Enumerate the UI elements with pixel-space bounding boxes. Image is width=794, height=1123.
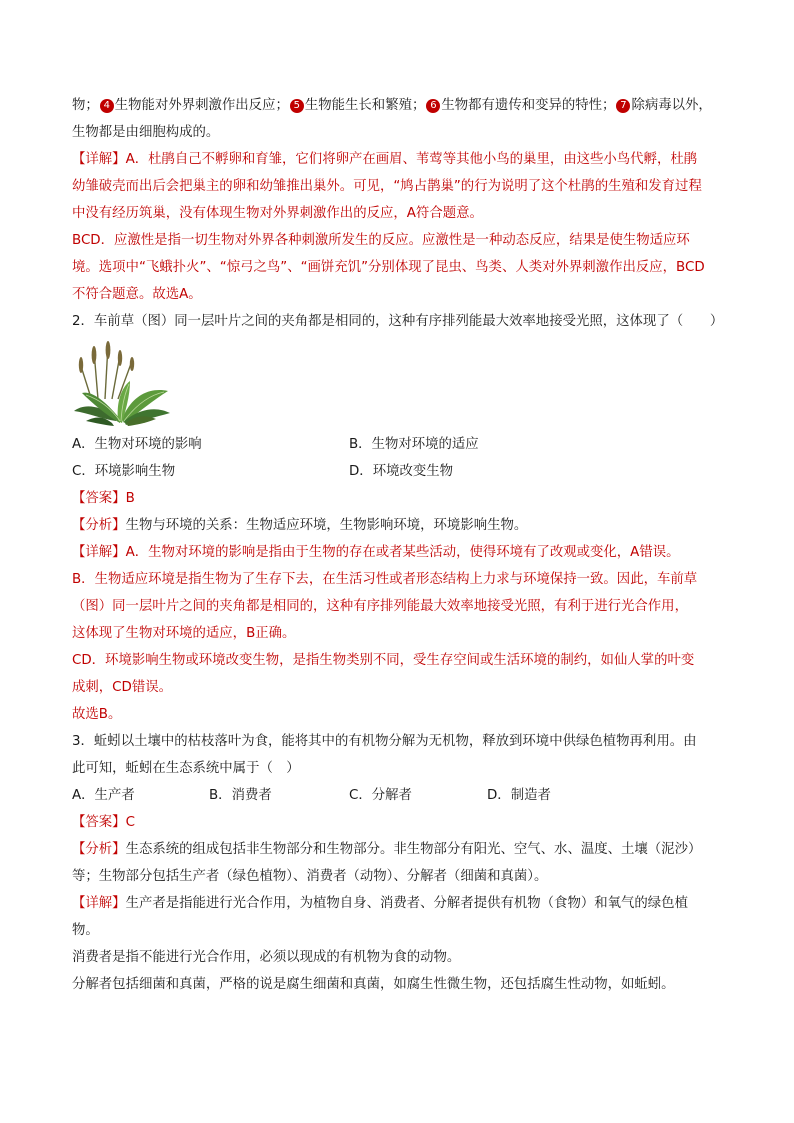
circle-number-6: 6 xyxy=(426,99,440,113)
q1-bcd-line: BCD．应激性是指一切生物对外界各种刺激所发生的反应。应激性是一种动态反应，结果是使生物适应环 xyxy=(72,233,690,248)
plantain-image xyxy=(72,341,172,427)
option-b: B．生物对环境的适应 xyxy=(349,437,479,452)
option-d: D．制造者 xyxy=(487,788,551,803)
q3-analysis xyxy=(72,836,727,863)
intro-text: 物； xyxy=(72,98,99,113)
q2-detail-line: 成刺，CD错误。 xyxy=(72,680,173,695)
q3-detail-line: 消费者是指不能进行光合作用，必须以现成的有机物为食的动物。 xyxy=(72,950,461,965)
answer-label: 【答案】 xyxy=(72,491,126,506)
q3-detail-line: 分解者包括细菌和真菌，严格的说是腐生细菌和真菌，如腐生性微生物，还包括腐生性动物，如蚯蚓。 xyxy=(72,977,675,992)
q3-detail-line: 物。 xyxy=(72,923,99,938)
q2-detail xyxy=(72,539,727,566)
q1-bcd-line: 不符合题意。故选A。 xyxy=(72,287,202,302)
q2-detail-line: CD．环境影响生物或环境改变生物，是指生物类别不同，受生存空间或生活环境的制约，如仙人掌的叶变 xyxy=(72,653,695,668)
q2-answer xyxy=(72,485,727,512)
intro-text: 生物能对外界刺激作出反应； xyxy=(114,98,289,113)
intro-text: 生物都有遗传和变异的特性； xyxy=(441,98,616,113)
q2-analysis xyxy=(72,512,727,539)
q1-detail-line: 中没有经历筑巢，没有体现生物对外界刺激作出的反应，A符合题意。 xyxy=(72,206,483,221)
answer-value: C xyxy=(125,815,135,830)
option-b: B．消费者 xyxy=(209,788,272,803)
option-c: C．环境影响生物 xyxy=(72,464,176,479)
answer-label: 【答案】 xyxy=(72,815,126,830)
q3-analysis-line: 等；生物部分包括生产者（绿色植物）、消费者（动物）、分解者（细菌和真菌）。 xyxy=(72,869,548,884)
circle-number-7: 7 xyxy=(616,99,630,113)
detail-text: 生产者是指能进行光合作用，为植物自身、消费者、分解者提供有机物（食物）和氧气的绿色植 xyxy=(125,896,688,911)
analysis-text: 生态系统的组成包括非生物部分和生物部分。非生物部分有阳光、空气、水、温度、土壤（泥沙） xyxy=(125,842,702,857)
intro-text: 除病毒以外， xyxy=(631,98,712,113)
detail-text: A．杜鹃自己不孵卵和育雏，它们将卵产在画眉、苇莺等其他小鸟的巢里，由这些小鸟代孵，杜鹃 xyxy=(125,152,698,167)
q3-question: 3．蚯蚓以土壤中的枯枝落叶为食，能将其中的有机物分解为无机物，释放到环境中供绿色植物再利用。由 xyxy=(72,734,697,749)
q1-bcd-line: 境。选项中“飞蛾扑火”、“惊弓之鸟”、“画饼充饥”分别体现了昆虫、鸟类、人类对外界刺激作出反应，BCD xyxy=(72,260,705,275)
circle-number-4: 4 xyxy=(100,99,114,113)
detail-label: 【详解】 xyxy=(72,545,126,560)
q2-detail-line: （图）同一层叶片之间的夹角都是相同的，这种有序排列能最大效率地接受光照，有利于进行光合作用， xyxy=(72,599,688,614)
intro-text: 生物能生长和繁殖； xyxy=(304,98,426,113)
q2-conclusion: 故选B。 xyxy=(72,707,122,722)
analysis-label: 【分析】 xyxy=(72,842,126,857)
q2-options-row-1 xyxy=(72,431,727,458)
detail-label: 【详解】 xyxy=(72,152,126,167)
q2-detail-line: B．生物适应环境是指生物为了生存下去，在生活习性或者形态结构上力求与环境保持一致。因此，车前草 xyxy=(72,572,698,587)
q3-detail xyxy=(72,890,727,917)
detail-text: A．生物对环境的影响是指由于生物的存在或者某些活动，使得环境有了改观或变化，A错误。 xyxy=(125,545,680,560)
option-c: C．分解者 xyxy=(349,788,412,803)
q2-question: 2．车前草（图）同一层叶片之间的夹角都是相同的，这种有序排列能最大效率地接受光照，这体现了（ ） xyxy=(72,314,724,329)
q3-answer xyxy=(72,809,727,836)
q2-detail-line: 这体现了生物对环境的适应，B正确。 xyxy=(72,626,296,641)
answer-value: B xyxy=(125,491,135,506)
intro-line-1 xyxy=(72,92,727,119)
option-a: A．生物对环境的影响 xyxy=(72,437,202,452)
q1-detail-line: 幼雏破壳而出后会把巢主的卵和幼雏推出巢外。可见，“鸠占鹊巢”的行为说明了这个杜鹃的生殖和发育过程 xyxy=(72,179,702,194)
analysis-text: 生物与环境的关系：生物适应环境，生物影响环境，环境影响生物。 xyxy=(125,518,528,533)
q3-question-line: 此可知，蚯蚓在生态系统中属于（ ） xyxy=(72,761,300,776)
q3-options xyxy=(72,782,727,809)
detail-label: 【详解】 xyxy=(72,896,126,911)
option-a: A．生产者 xyxy=(72,788,135,803)
intro-line-2: 生物都是由细胞构成的。 xyxy=(72,125,220,140)
plantain-illustration xyxy=(72,341,172,427)
analysis-label: 【分析】 xyxy=(72,518,126,533)
option-d: D．环境改变生物 xyxy=(349,464,454,479)
document-content xyxy=(72,92,727,998)
circle-number-5: 5 xyxy=(290,99,304,113)
q1-detail xyxy=(72,146,727,173)
q2-options-row-2 xyxy=(72,458,727,485)
